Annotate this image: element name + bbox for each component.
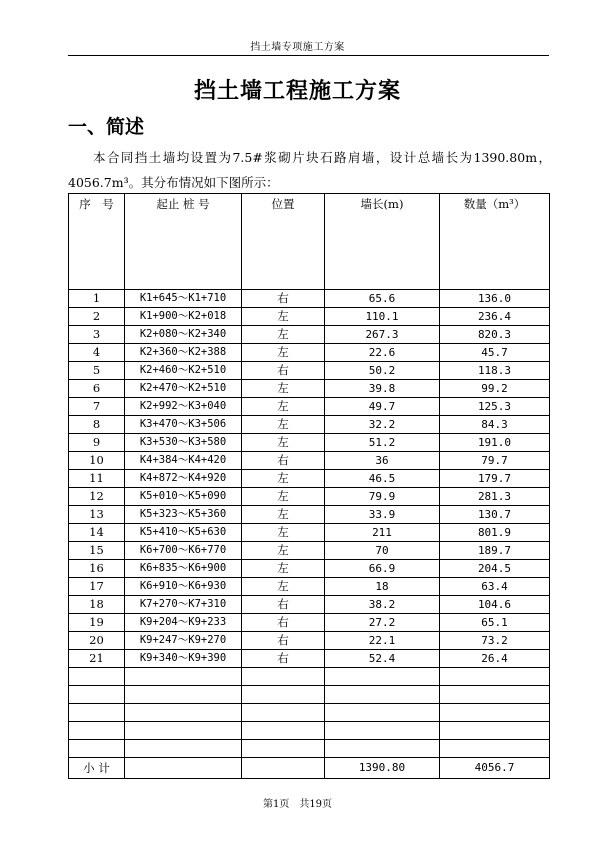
table-row xyxy=(69,344,550,362)
row-station: K7+270～K7+310 xyxy=(125,596,242,614)
row-position: 左 xyxy=(242,398,325,416)
row-index: 1 xyxy=(69,290,125,308)
document-title: 挡土墙工程施工方案 xyxy=(193,78,401,104)
row-position: 左 xyxy=(242,344,325,362)
row-station: K2+360～K2+388 xyxy=(125,344,242,362)
table-row xyxy=(69,398,550,416)
row-length: 51.2 xyxy=(325,434,440,452)
page-header: 挡土墙专项施工方案 xyxy=(250,42,345,53)
row-station: K4+872～K4+920 xyxy=(125,470,242,488)
row-length: 65.6 xyxy=(325,290,440,308)
row-quantity: 79.7 xyxy=(440,452,550,470)
row-index: 11 xyxy=(69,470,125,488)
row-station: K9+247～K9+270 xyxy=(125,632,242,650)
row-position: 左 xyxy=(242,488,325,506)
header-length: 墙长(m) xyxy=(325,194,440,290)
row-index: 9 xyxy=(69,434,125,452)
row-index: 19 xyxy=(69,614,125,632)
row-index: 7 xyxy=(69,398,125,416)
row-length: 52.4 xyxy=(325,650,440,668)
row-station: K6+835～K6+900 xyxy=(125,560,242,578)
row-index: 17 xyxy=(69,578,125,596)
row-quantity: 65.1 xyxy=(440,614,550,632)
table-header-row xyxy=(69,194,550,290)
row-length: 33.9 xyxy=(325,506,440,524)
row-station: K9+340～K9+390 xyxy=(125,650,242,668)
row-quantity: 63.4 xyxy=(440,578,550,596)
row-quantity: 99.2 xyxy=(440,380,550,398)
table-row xyxy=(69,506,550,524)
row-quantity: 118.3 xyxy=(440,362,550,380)
table-row xyxy=(69,380,550,398)
row-length: 18 xyxy=(325,578,440,596)
row-station: K1+900～K2+018 xyxy=(125,308,242,326)
table-row xyxy=(69,452,550,470)
table-row xyxy=(69,578,550,596)
row-length: 49.7 xyxy=(325,398,440,416)
blank-row xyxy=(69,704,550,722)
row-index: 8 xyxy=(69,416,125,434)
row-length: 22.1 xyxy=(325,632,440,650)
row-index: 5 xyxy=(69,362,125,380)
table-row xyxy=(69,488,550,506)
row-length: 36 xyxy=(325,452,440,470)
row-station: K3+470～K3+506 xyxy=(125,416,242,434)
row-position: 右 xyxy=(242,596,325,614)
row-length: 22.6 xyxy=(325,344,440,362)
row-length: 50.2 xyxy=(325,362,440,380)
total-row xyxy=(69,758,550,779)
blank-row xyxy=(69,722,550,740)
header-index: 序 号 xyxy=(69,194,125,290)
row-position: 左 xyxy=(242,380,325,398)
blank-row xyxy=(69,668,550,686)
table-row xyxy=(69,290,550,308)
row-position: 右 xyxy=(242,452,325,470)
table-row xyxy=(69,524,550,542)
row-index: 14 xyxy=(69,524,125,542)
row-length: 27.2 xyxy=(325,614,440,632)
row-quantity: 73.2 xyxy=(440,632,550,650)
row-index: 16 xyxy=(69,560,125,578)
row-station: K1+645～K1+710 xyxy=(125,290,242,308)
row-quantity: 26.4 xyxy=(440,650,550,668)
table-row xyxy=(69,614,550,632)
row-length: 267.3 xyxy=(325,326,440,344)
row-quantity: 189.7 xyxy=(440,542,550,560)
row-position: 左 xyxy=(242,416,325,434)
row-index: 6 xyxy=(69,380,125,398)
row-index: 15 xyxy=(69,542,125,560)
row-quantity: 136.0 xyxy=(440,290,550,308)
row-position: 左 xyxy=(242,578,325,596)
row-quantity: 801.9 xyxy=(440,524,550,542)
table-row xyxy=(69,470,550,488)
blank-row xyxy=(69,686,550,704)
row-quantity: 281.3 xyxy=(440,488,550,506)
row-station: K2+460～K2+510 xyxy=(125,362,242,380)
row-position: 左 xyxy=(242,524,325,542)
row-station: K4+384～K4+420 xyxy=(125,452,242,470)
table-row xyxy=(69,596,550,614)
table-row xyxy=(69,362,550,380)
row-position: 右 xyxy=(242,632,325,650)
row-quantity: 204.5 xyxy=(440,560,550,578)
row-position: 左 xyxy=(242,470,325,488)
total-length: 1390.80 xyxy=(325,758,440,779)
row-length: 110.1 xyxy=(325,308,440,326)
table-row xyxy=(69,326,550,344)
row-index: 10 xyxy=(69,452,125,470)
table-row xyxy=(69,542,550,560)
row-quantity: 179.7 xyxy=(440,470,550,488)
row-station: K2+080～K2+340 xyxy=(125,326,242,344)
row-position: 左 xyxy=(242,560,325,578)
row-index: 4 xyxy=(69,344,125,362)
row-station: K6+910～K6+930 xyxy=(125,578,242,596)
row-quantity: 191.0 xyxy=(440,434,550,452)
row-length: 70 xyxy=(325,542,440,560)
row-station: K6+700～K6+770 xyxy=(125,542,242,560)
header-station: 起止 桩 号 xyxy=(125,194,242,290)
section-heading: 一、简述 xyxy=(68,116,145,138)
table-row xyxy=(69,416,550,434)
row-length: 39.8 xyxy=(325,380,440,398)
row-quantity: 125.3 xyxy=(440,398,550,416)
row-station: K2+470～K2+510 xyxy=(125,380,242,398)
table-row xyxy=(69,308,550,326)
row-quantity: 45.7 xyxy=(440,344,550,362)
row-station: K9+204～K9+233 xyxy=(125,614,242,632)
row-length: 66.9 xyxy=(325,560,440,578)
row-position: 左 xyxy=(242,308,325,326)
page-footer: 第1页 共19页 xyxy=(262,799,333,810)
header-position: 位置 xyxy=(242,194,325,290)
row-quantity: 820.3 xyxy=(440,326,550,344)
row-quantity: 84.3 xyxy=(440,416,550,434)
table-row xyxy=(69,632,550,650)
retaining-wall-table xyxy=(68,193,550,779)
row-position: 右 xyxy=(242,650,325,668)
row-index: 18 xyxy=(69,596,125,614)
row-index: 2 xyxy=(69,308,125,326)
row-quantity: 236.4 xyxy=(440,308,550,326)
row-position: 左 xyxy=(242,434,325,452)
row-index: 21 xyxy=(69,650,125,668)
row-quantity: 130.7 xyxy=(440,506,550,524)
row-index: 12 xyxy=(69,488,125,506)
table-row xyxy=(69,560,550,578)
row-position: 左 xyxy=(242,326,325,344)
row-index: 13 xyxy=(69,506,125,524)
row-length: 211 xyxy=(325,524,440,542)
row-position: 右 xyxy=(242,290,325,308)
row-length: 46.5 xyxy=(325,470,440,488)
row-station: K5+010～K5+090 xyxy=(125,488,242,506)
row-position: 右 xyxy=(242,614,325,632)
intro-paragraph: 本合同挡土墙均设置为7.5#浆砌片块石路肩墙，设计总墙长为1390.80m，4056.7m³。其分布情况如下图所示： xyxy=(68,150,551,190)
header-divider xyxy=(68,55,549,56)
row-station: K2+992～K3+040 xyxy=(125,398,242,416)
row-station: K5+323～K5+360 xyxy=(125,506,242,524)
row-index: 3 xyxy=(69,326,125,344)
row-length: 79.9 xyxy=(325,488,440,506)
blank-row xyxy=(69,740,550,758)
row-position: 左 xyxy=(242,506,325,524)
row-position: 右 xyxy=(242,362,325,380)
row-station: K5+410～K5+630 xyxy=(125,524,242,542)
table-row xyxy=(69,434,550,452)
total-quantity: 4056.7 xyxy=(440,758,550,779)
table-row xyxy=(69,650,550,668)
header-quantity: 数量（m³） xyxy=(440,194,550,290)
row-position: 左 xyxy=(242,542,325,560)
row-index: 20 xyxy=(69,632,125,650)
row-length: 38.2 xyxy=(325,596,440,614)
row-length: 32.2 xyxy=(325,416,440,434)
row-quantity: 104.6 xyxy=(440,596,550,614)
total-label: 小 计 xyxy=(69,758,125,779)
row-station: K3+530～K3+580 xyxy=(125,434,242,452)
